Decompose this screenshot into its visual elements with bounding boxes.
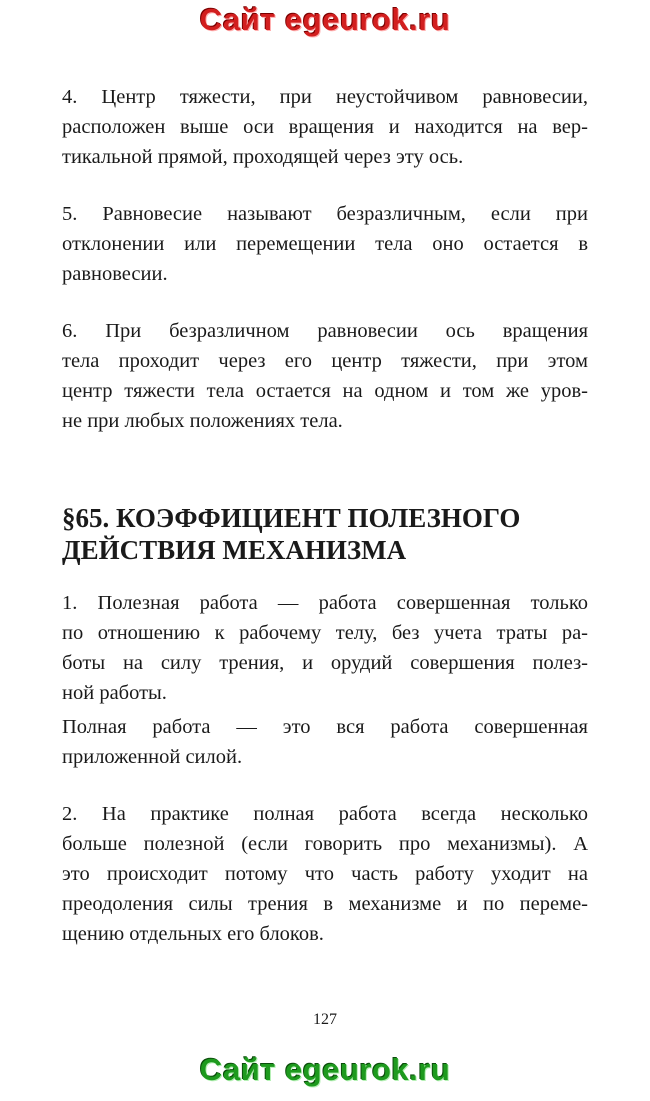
watermark-top: Сайт egeurok.ru [199,2,451,37]
text-line: ной работы. [62,682,167,704]
paragraph-5 [62,199,588,289]
text-line: центр тяжести тела остается на одном и том же уров- [62,380,588,402]
text-line: Полная работа — это вся работа совершенная [62,716,588,738]
text-line: преодоления силы трения в механизме и по переме- [62,893,588,915]
text-line: 6. При безразличном равновесии ось вращения [62,320,588,342]
text-line: тикальной прямой, проходящей через эту ось. [62,146,464,168]
text-line: не при любых положениях тела. [62,410,343,432]
text-line: боты на силу трения, и орудий совершения полез- [62,652,588,674]
text-line: это происходит потому что часть работу уходит на [62,863,588,885]
text-line: 4. Центр тяжести, при неустойчивом равновесии, [62,86,588,108]
text-line: щению отдельных его блоков. [62,923,324,945]
watermark-bottom: Сайт egeurok.ru [199,1052,451,1087]
text-line: 2. На практике полная работа всегда несколько [62,803,588,825]
text-line: отклонении или перемещении тела оно остается в [62,233,588,255]
text-line: приложенной силой. [62,746,243,768]
text-line: 5. Равновесие называют безразличным, если при [62,203,588,225]
paragraph-6 [62,316,588,436]
text-line: больше полезной (если говорить про механизмы). А [62,833,588,855]
paragraph-1 [62,588,588,708]
section-heading [62,502,588,566]
paragraph-4 [62,82,588,172]
paragraph-full-work [62,712,588,772]
page-content [62,82,588,949]
text-line: тела проходит через его центр тяжести, при этом [62,350,588,372]
text-line: 1. Полезная работа — работа совершенная только [62,592,588,614]
text-line: расположен выше оси вращения и находится на вер- [62,116,588,138]
text-line: равновесии. [62,263,168,285]
page-number: 127 [313,1011,337,1028]
heading-line: ДЕЙСТВИЯ МЕХАНИЗМА [62,535,407,565]
paragraph-2 [62,799,588,949]
text-line: по отношению к рабочему телу, без учета траты ра- [62,622,588,644]
heading-line: §65. КОЭФФИЦИЕНТ ПОЛЕЗНОГО [62,503,521,533]
